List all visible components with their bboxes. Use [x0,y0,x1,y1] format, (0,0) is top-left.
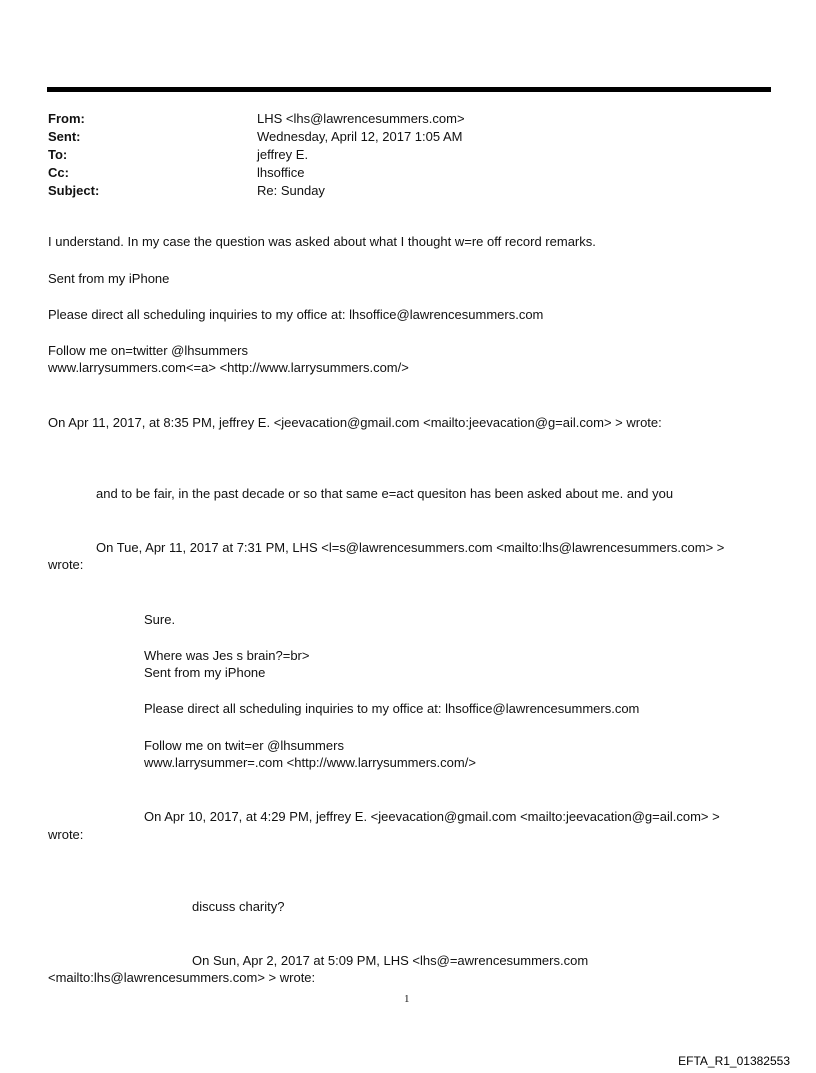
quote-header: wrote: [48,557,84,572]
body-line: and to be fair, in the past decade or so that same e=act quesiton has been asked about me. and you [96,486,674,501]
quote-header: wrote: [48,827,84,842]
sent-label: Sent: [48,129,81,144]
subject-label: Subject: [48,183,100,198]
subject-value: Re: Sunday [257,183,325,198]
to-label: To: [48,147,68,162]
sent-value: Wednesday, April 12, 2017 1:05 AM [257,129,463,144]
body-line: I understand. In my case the question was asked about what I thought w=re off record remarks. [48,234,596,249]
body-line: Follow me on twit=er @lhsummers [144,738,344,753]
quote-header: <mailto:lhs@lawrencesummers.com> > wrote: [48,970,316,985]
cc-value: lhsoffice [257,165,305,180]
body-line: Sent from my iPhone [144,665,266,680]
body-line: Sent from my iPhone [48,271,170,286]
body-line: Please direct all scheduling inquiries to my office at: lhsoffice@lawrencesummers.com [48,307,544,322]
body-line: Follow me on=twitter @lhsummers [48,343,248,358]
body-line: Where was Jes s brain?=br> [144,648,310,663]
quote-header: On Sun, Apr 2, 2017 at 5:09 PM, LHS <lhs@=awrencesummers.com [192,953,589,968]
body-line: Sure. [144,612,176,627]
page-number: 1 [404,993,410,1005]
from-value: LHS <lhs@lawrencesummers.com> [257,111,465,126]
body-line: discuss charity? [192,899,285,914]
quote-header: On Tue, Apr 11, 2017 at 7:31 PM, LHS <l=s@lawrencesummers.com <mailto:lhs@lawrencesummers.com> > [96,540,725,555]
body-line: Please direct all scheduling inquiries to my office at: lhsoffice@lawrencesummers.com [144,701,640,716]
header-rule [47,87,771,92]
body-line: www.larrysummers.com<=a> <http://www.larrysummers.com/> [48,360,409,375]
quote-header: On Apr 10, 2017, at 4:29 PM, jeffrey E. <jeevacation@gmail.com <mailto:jeevacation@g=ail.com> > [144,809,720,824]
cc-label: Cc: [48,165,69,180]
to-value: jeffrey E. [257,147,309,162]
body-line: www.larrysummer=.com <http://www.larrysummers.com/> [144,755,476,770]
document-id: EFTA_R1_01382553 [678,1054,790,1068]
from-label: From: [48,111,85,126]
quote-header: On Apr 11, 2017, at 8:35 PM, jeffrey E. <jeevacation@gmail.com <mailto:jeevacation@g=ail.com> > wrote: [48,415,662,430]
